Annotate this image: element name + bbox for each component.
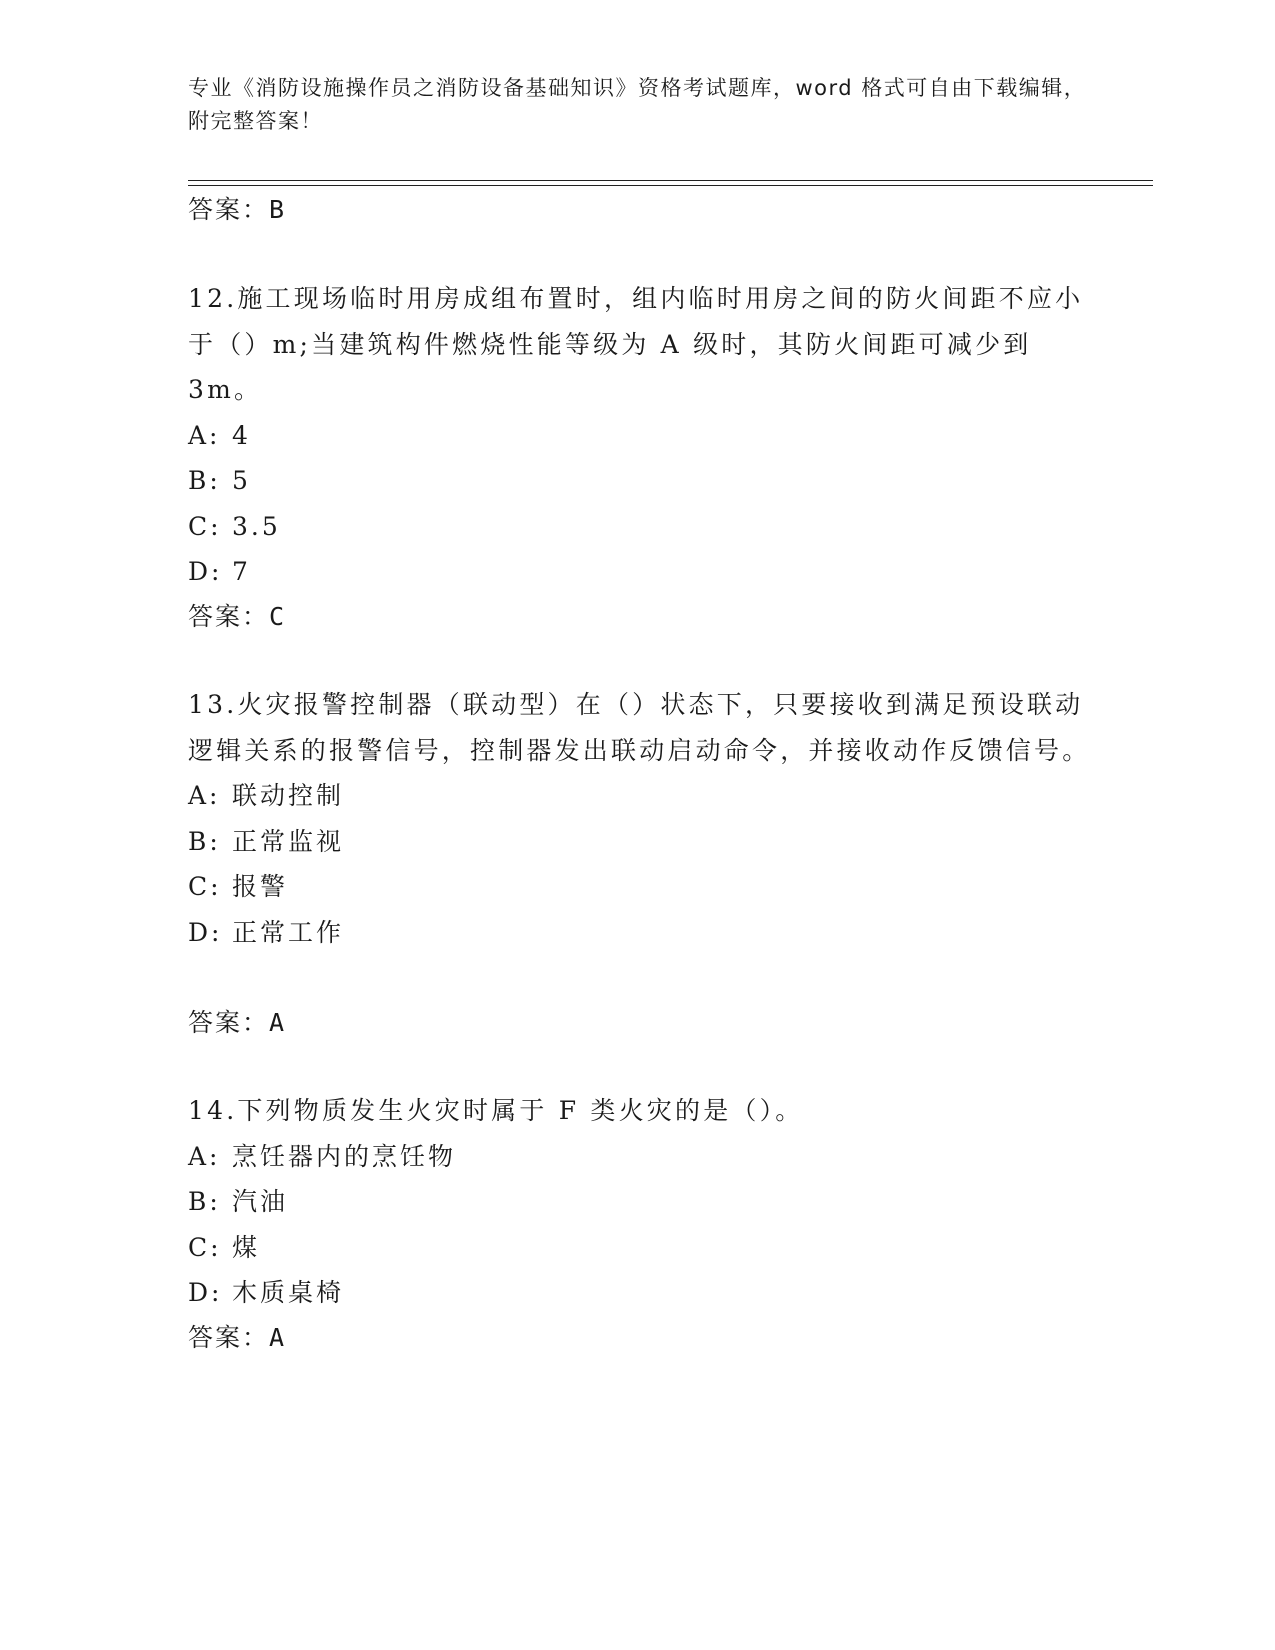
option-d xyxy=(188,1270,1093,1316)
answer-label: 答案： xyxy=(188,1323,270,1352)
option-text: 7 xyxy=(232,557,251,586)
option-text: 4 xyxy=(232,420,251,450)
answer-value: B xyxy=(269,195,285,224)
option-text: 正常工作 xyxy=(232,917,345,947)
option-letter: B: xyxy=(188,826,221,856)
option-letter: C: xyxy=(188,1232,222,1262)
option-text: 正常监视 xyxy=(232,826,345,856)
option-a xyxy=(188,1134,1093,1180)
option-c xyxy=(188,1225,1093,1271)
option-letter: A: xyxy=(188,1141,221,1171)
header-divider-top xyxy=(188,180,1153,181)
option-d xyxy=(188,910,1093,956)
option-letter: D: xyxy=(188,557,223,586)
question-13 xyxy=(188,682,1093,955)
option-b xyxy=(188,458,1093,504)
option-letter: C: xyxy=(188,511,222,541)
option-letter: A: xyxy=(188,420,221,450)
option-text: 木质桌椅 xyxy=(232,1278,345,1307)
option-b xyxy=(188,819,1093,865)
answer-value: A xyxy=(269,1323,285,1352)
question-text: 12.施工现场临时用房成组布置时，组内临时用房之间的防火间距不应小于（）m;当建筑构件燃烧性能等级为 A 级时，其防火间距可减少到3m。 xyxy=(188,284,1084,404)
option-a xyxy=(188,773,1093,819)
answer-line xyxy=(188,597,284,633)
answer-label: 答案： xyxy=(188,1008,270,1037)
option-d xyxy=(188,549,1093,595)
option-text: 煤 xyxy=(232,1232,261,1262)
option-letter: C: xyxy=(188,872,222,901)
option-text: 3.5 xyxy=(232,511,281,541)
option-text: 烹饪器内的烹饪物 xyxy=(232,1141,457,1171)
option-b xyxy=(188,1179,1093,1225)
question-text: 14.下列物质发生火灾时属于 F 类火灾的是（）。 xyxy=(188,1096,804,1125)
option-a xyxy=(188,413,1093,459)
answer-value: C xyxy=(269,602,285,631)
document-header: 专业《消防设施操作员之消防设备基础知识》资格考试题库，word 格式可自由下载编辑，附完整答案！ xyxy=(188,76,1087,133)
question-text: 13.火灾报警控制器（联动型）在（）状态下，只要接收到满足预设联动逻辑关系的报警信号，控制器发出联动启动命令，并接收动作反馈信号。 xyxy=(188,690,1091,765)
answer-line xyxy=(188,1003,284,1039)
option-letter: B: xyxy=(188,466,221,495)
answer-value: A xyxy=(269,1008,285,1037)
option-text: 报警 xyxy=(232,872,289,901)
option-c xyxy=(188,864,1093,910)
option-text: 汽油 xyxy=(232,1187,289,1216)
option-letter: A: xyxy=(188,781,221,810)
answer-label: 答案： xyxy=(188,602,270,631)
question-14 xyxy=(188,1088,1093,1316)
option-letter: D: xyxy=(188,1278,223,1307)
question-12 xyxy=(188,276,1093,595)
option-text: 5 xyxy=(232,466,251,495)
header-divider-bottom xyxy=(188,185,1153,186)
answer-line xyxy=(188,190,284,226)
option-text: 联动控制 xyxy=(232,781,345,810)
option-c xyxy=(188,504,1093,550)
option-letter: D: xyxy=(188,917,223,947)
answer-line xyxy=(188,1318,284,1354)
answer-label: 答案： xyxy=(188,195,270,224)
option-letter: B: xyxy=(188,1187,221,1216)
